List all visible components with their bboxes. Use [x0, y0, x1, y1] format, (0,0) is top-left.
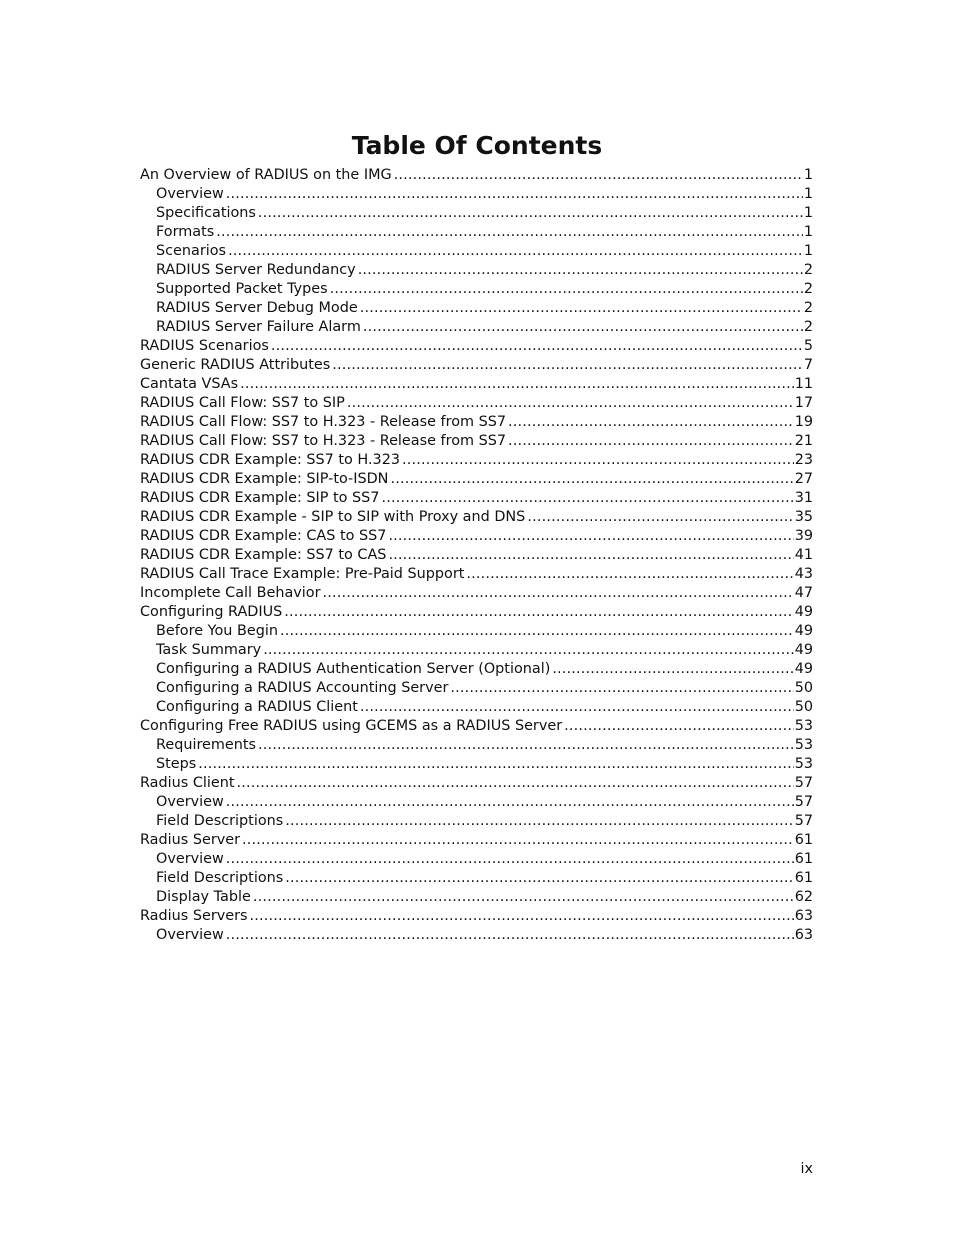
toc-dot-leader	[508, 432, 794, 451]
toc-entry-label: RADIUS Call Trace Example: Pre-Paid Support	[140, 566, 465, 582]
toc-entry-page: 5	[803, 338, 813, 354]
toc-entry-label: RADIUS Call Flow: SS7 to H.323 - Release from SS7	[140, 433, 507, 449]
toc-entry-page: 50	[794, 680, 813, 696]
toc-entry[interactable]	[140, 527, 813, 546]
toc-entry-label: RADIUS Server Redundancy	[156, 262, 356, 278]
toc-dot-leader	[216, 223, 803, 242]
toc-entry-label: Formats	[156, 224, 215, 240]
toc-entry[interactable]	[140, 413, 813, 432]
toc-dot-leader	[258, 736, 794, 755]
toc-entry-page: 61	[794, 870, 813, 886]
toc-dot-leader	[358, 261, 803, 280]
toc-entry-page: 11	[794, 376, 813, 392]
toc-entry-page: 1	[803, 224, 813, 240]
toc-entry-page: 27	[794, 471, 813, 487]
toc-dot-leader	[381, 489, 793, 508]
toc-dot-leader	[237, 774, 794, 793]
toc-entry-label: Field Descriptions	[156, 870, 284, 886]
toc-entry-label: Generic RADIUS Attributes	[140, 357, 331, 373]
toc-entry-label: An Overview of RADIUS on the IMG	[140, 167, 392, 183]
toc-dot-leader	[226, 850, 794, 869]
toc-entry-label: Display Table	[156, 889, 251, 905]
toc-entry[interactable]	[140, 793, 813, 812]
toc-entry-label: RADIUS Call Flow: SS7 to H.323 - Release from SS7	[140, 414, 507, 430]
toc-entry-page: 23	[794, 452, 813, 468]
toc-dot-leader	[285, 812, 793, 831]
toc-entry-page: 61	[794, 851, 813, 867]
toc-entry[interactable]	[140, 489, 813, 508]
toc-entry-page: 1	[803, 186, 813, 202]
toc-dot-leader	[360, 698, 794, 717]
toc-entry[interactable]	[140, 679, 813, 698]
toc-entry-label: Field Descriptions	[156, 813, 284, 829]
toc-entry[interactable]	[140, 755, 813, 774]
toc-entry-page: 17	[794, 395, 813, 411]
toc-dot-leader	[508, 413, 794, 432]
toc-dot-leader	[402, 451, 794, 470]
toc-dot-leader	[226, 793, 794, 812]
toc-entry-page: 19	[794, 414, 813, 430]
toc-dot-leader	[271, 337, 803, 356]
toc-entry-page: 53	[794, 756, 813, 772]
toc-entry[interactable]	[140, 622, 813, 641]
toc-entry-page: 63	[794, 927, 813, 943]
toc-dot-leader	[226, 185, 803, 204]
toc-entry-page: 31	[794, 490, 813, 506]
toc-entry-label: Configuring a RADIUS Client	[156, 699, 358, 715]
toc-entry-page: 61	[794, 832, 813, 848]
toc-entry-label: Before You Begin	[156, 623, 278, 639]
toc-dot-leader	[250, 907, 794, 926]
toc-entry[interactable]	[140, 774, 813, 793]
toc-entry-label: Steps	[156, 756, 197, 772]
toc-dot-leader	[390, 470, 793, 489]
toc-entry[interactable]	[140, 337, 813, 356]
toc-entry[interactable]	[140, 831, 813, 850]
toc-entry-label: Overview	[156, 186, 224, 202]
toc-dot-leader	[466, 565, 793, 584]
toc-entry-label: Configuring a RADIUS Accounting Server	[156, 680, 449, 696]
toc-entry-page: 1	[803, 205, 813, 221]
toc-entry-page: 7	[803, 357, 813, 373]
toc-dot-leader	[240, 375, 794, 394]
toc-entry[interactable]	[140, 660, 813, 679]
toc-entry-page: 53	[794, 737, 813, 753]
toc-entry-label: RADIUS CDR Example: CAS to SS7	[140, 528, 387, 544]
toc-entry[interactable]	[140, 242, 813, 261]
toc-entry-label: RADIUS CDR Example: SS7 to H.323	[140, 452, 401, 468]
toc-entry-label: RADIUS Call Flow: SS7 to SIP	[140, 395, 345, 411]
toc-entry-page: 1	[803, 167, 813, 183]
toc-entry-label: Requirements	[156, 737, 257, 753]
toc-entry[interactable]	[140, 565, 813, 584]
toc-entry[interactable]	[140, 888, 813, 907]
toc-entry[interactable]	[140, 432, 813, 451]
toc-entry-label: Specifications	[156, 205, 256, 221]
toc-dot-leader	[253, 888, 794, 907]
page-title: Table Of Contents	[351, 131, 603, 160]
toc-entry-page: 47	[794, 585, 813, 601]
toc-dot-leader	[285, 869, 793, 888]
toc-entry[interactable]	[140, 508, 813, 527]
toc-dot-leader	[242, 831, 794, 850]
toc-entry-page: 2	[803, 281, 813, 297]
toc-entry[interactable]	[140, 641, 813, 660]
toc-entry-label: Incomplete Call Behavior	[140, 585, 321, 601]
toc-entry-page: 2	[803, 319, 813, 335]
toc-dot-leader	[330, 280, 803, 299]
toc-entry-label: Configuring Free RADIUS using GCEMS as a RADIUS Server	[140, 718, 563, 734]
toc-dot-leader	[527, 508, 793, 527]
toc-entry-label: Overview	[156, 851, 224, 867]
toc-entry[interactable]	[140, 299, 813, 318]
toc-entry-page: 53	[794, 718, 813, 734]
toc-entry[interactable]	[140, 850, 813, 869]
toc-entry-label: Configuring a RADIUS Authentication Server (Optional)	[156, 661, 551, 677]
toc-entry[interactable]	[140, 451, 813, 470]
toc-dot-leader	[258, 204, 803, 223]
toc-entry-page: 43	[794, 566, 813, 582]
toc-dot-leader	[323, 584, 794, 603]
toc-entry-page: 63	[794, 908, 813, 924]
toc-entry-page: 1	[803, 243, 813, 259]
toc-entry-label: RADIUS CDR Example: SIP to SS7	[140, 490, 380, 506]
toc-entry-label: Radius Client	[140, 775, 235, 791]
toc-entry-page: 57	[794, 794, 813, 810]
toc-entry-page: 49	[794, 661, 813, 677]
toc-entry-label: Radius Server	[140, 832, 241, 848]
toc-dot-leader	[363, 318, 803, 337]
toc-entry-page: 39	[794, 528, 813, 544]
toc-entry-label: RADIUS Server Debug Mode	[156, 300, 358, 316]
toc-entry-label: Supported Packet Types	[156, 281, 328, 297]
toc-entry[interactable]	[140, 280, 813, 299]
toc-dot-leader	[450, 679, 793, 698]
toc-dot-leader	[284, 603, 793, 622]
toc-entry[interactable]	[140, 603, 813, 622]
toc-entry[interactable]	[140, 698, 813, 717]
toc-entry[interactable]	[140, 926, 813, 945]
toc-entry-page: 57	[794, 813, 813, 829]
toc-entry[interactable]	[140, 318, 813, 337]
toc-dot-leader	[552, 660, 793, 679]
toc-entry-page: 41	[794, 547, 813, 563]
toc-dot-leader	[360, 299, 803, 318]
toc-dot-leader	[388, 546, 793, 565]
toc-entry[interactable]	[140, 736, 813, 755]
toc-entry-label: Scenarios	[156, 243, 227, 259]
toc-dot-leader	[198, 755, 793, 774]
toc-entry-label: RADIUS CDR Example: SS7 to CAS	[140, 547, 387, 563]
toc-dot-leader	[388, 527, 793, 546]
toc-entry-label: RADIUS CDR Example - SIP to SIP with Proxy and DNS	[140, 509, 526, 525]
toc-entry-label: RADIUS Scenarios	[140, 338, 269, 354]
toc-dot-leader	[263, 641, 794, 660]
toc-entry-page: 49	[794, 642, 813, 658]
toc-entry[interactable]	[140, 470, 813, 489]
toc-entry[interactable]	[140, 185, 813, 204]
toc-dot-leader	[564, 717, 794, 736]
toc-entry-label: RADIUS CDR Example: SIP-to-ISDN	[140, 471, 389, 487]
toc-entry[interactable]	[140, 907, 813, 926]
toc-entry-page: 49	[794, 604, 813, 620]
toc-entry[interactable]	[140, 166, 813, 185]
toc-entry[interactable]	[140, 869, 813, 888]
toc-entry-page: 50	[794, 699, 813, 715]
toc-entry-page: 49	[794, 623, 813, 639]
toc-dot-leader	[228, 242, 803, 261]
toc-entry[interactable]	[140, 546, 813, 565]
toc-entry-page: 2	[803, 262, 813, 278]
toc-entry[interactable]	[140, 584, 813, 603]
toc-entry[interactable]	[140, 356, 813, 375]
toc-entry-label: Overview	[156, 927, 224, 943]
toc-entry[interactable]	[140, 375, 813, 394]
toc-entry-page: 62	[794, 889, 813, 905]
toc-entry-label: RADIUS Server Failure Alarm	[156, 319, 361, 335]
toc-dot-leader	[332, 356, 803, 375]
toc-entry-page: 21	[794, 433, 813, 449]
toc-entry-page: 2	[803, 300, 813, 316]
toc-dot-leader	[394, 166, 803, 185]
page-number: ix	[800, 1161, 813, 1177]
toc-dot-leader	[347, 394, 794, 413]
toc-entry[interactable]	[140, 812, 813, 831]
toc-entry-label: Overview	[156, 794, 224, 810]
toc-dot-leader	[280, 622, 794, 641]
toc-entry-label: Task Summary	[156, 642, 262, 658]
toc-entry[interactable]	[140, 261, 813, 280]
toc-dot-leader	[226, 926, 794, 945]
toc-entry-page: 35	[794, 509, 813, 525]
toc-entry[interactable]	[140, 717, 813, 736]
toc-entry[interactable]	[140, 394, 813, 413]
toc-entry-label: Radius Servers	[140, 908, 248, 924]
toc-entry[interactable]	[140, 223, 813, 242]
toc-entry-page: 57	[794, 775, 813, 791]
toc-entry-label: Configuring RADIUS	[140, 604, 283, 620]
toc-entry-label: Cantata VSAs	[140, 376, 239, 392]
table-of-contents	[140, 166, 813, 945]
toc-entry[interactable]	[140, 204, 813, 223]
